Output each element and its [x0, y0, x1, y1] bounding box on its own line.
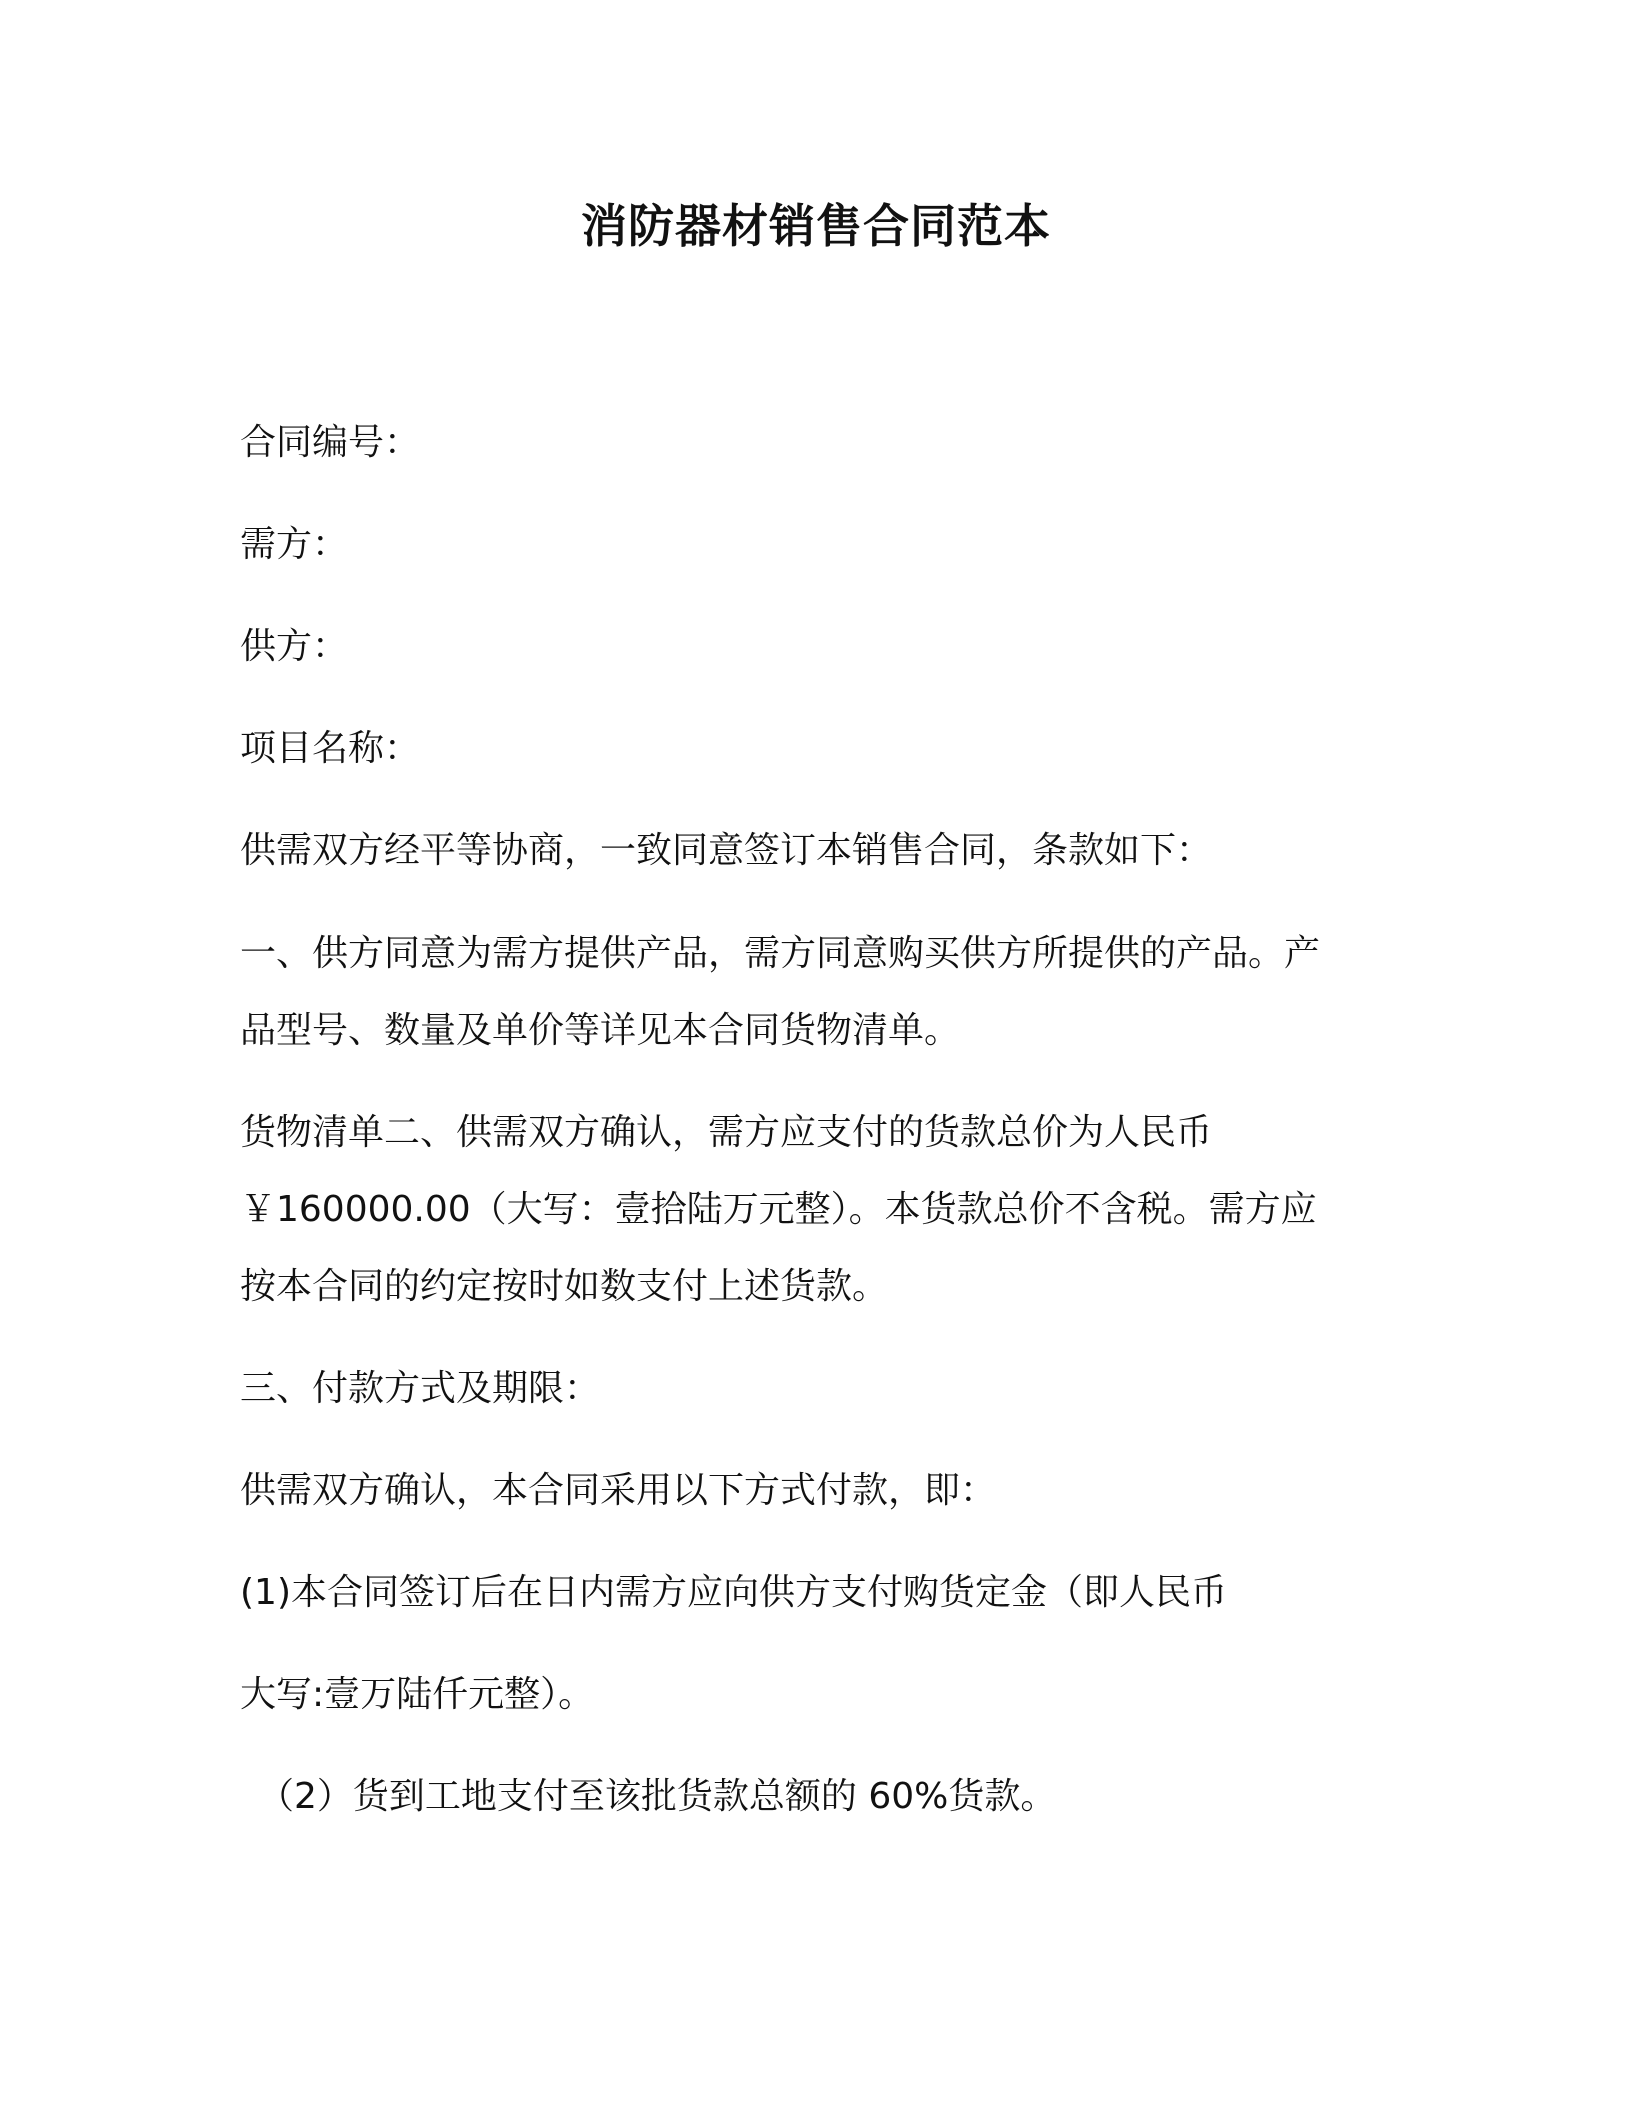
- field-supplier: 供方：: [240, 626, 349, 667]
- payment-item-1-line-1: (1)本合同签订后在日内需方应向供方支付购货定金（即人民币: [240, 1572, 1227, 1613]
- clause-3-heading: 三、付款方式及期限：: [240, 1368, 601, 1409]
- payment-item-1-line-2: 大写:壹万陆仟元整）。: [240, 1674, 595, 1715]
- clause-2-line-3: 按本合同的约定按时如数支付上述货款。: [240, 1266, 889, 1307]
- field-buyer: 需方：: [240, 524, 349, 565]
- clause-1-line-1: 一、供方同意为需方提供产品，需方同意购买供方所提供的产品。产: [240, 933, 1321, 974]
- clause-2-line-2: ￥160000.00（大写：壹拾陆万元整）。本货款总价不含税。需方应: [240, 1189, 1317, 1230]
- field-contract-number: 合同编号：: [240, 422, 421, 463]
- payment-intro: 供需双方确认，本合同采用以下方式付款，即：: [240, 1470, 997, 1511]
- intro-paragraph: 供需双方经平等协商，一致同意签订本销售合同，条款如下：: [240, 830, 1213, 871]
- payment-item-2: （2）货到工地支付至该批货款总额的 60%货款。: [258, 1776, 1057, 1817]
- clause-2-line-1: 货物清单二、供需双方确认，需方应支付的货款总价为人民币: [240, 1112, 1213, 1153]
- clause-1-line-2: 品型号、数量及单价等详见本合同货物清单。: [240, 1010, 961, 1051]
- field-project-name: 项目名称：: [240, 728, 421, 769]
- document-title: 消防器材销售合同范本: [581, 199, 1051, 253]
